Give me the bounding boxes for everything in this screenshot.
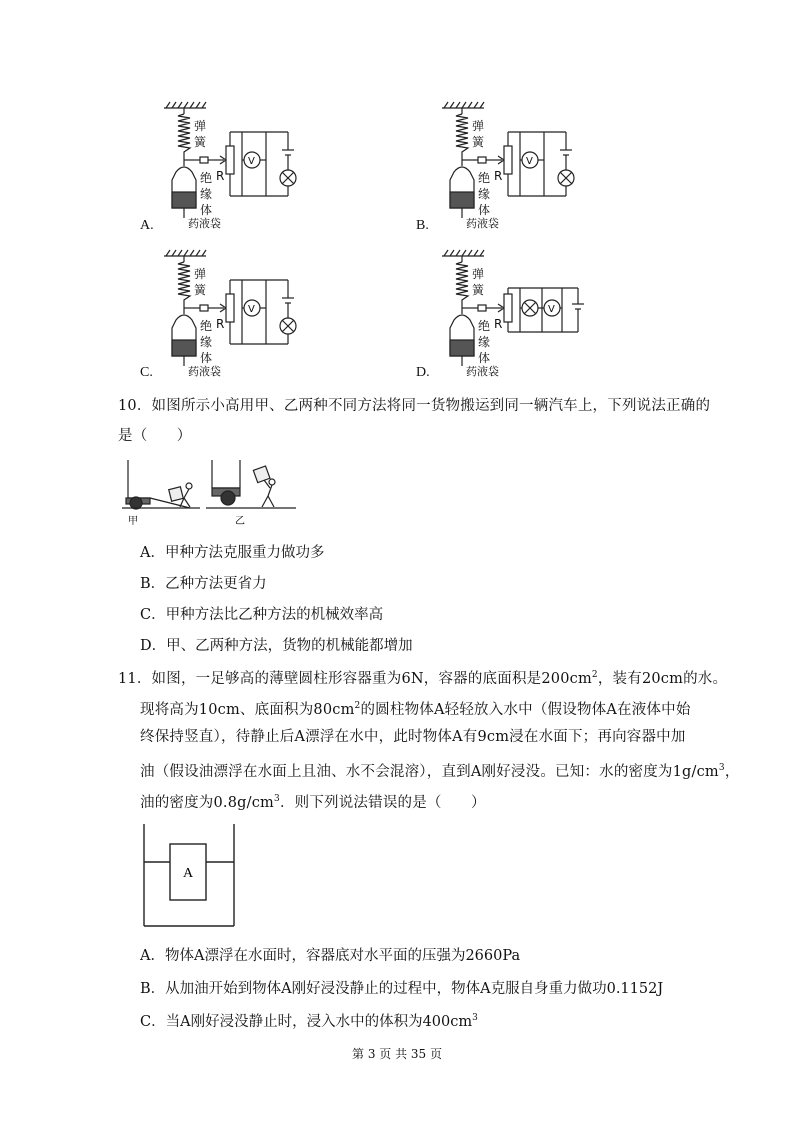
body-label-char: 缘 (200, 335, 213, 349)
resistor-label: R (494, 169, 503, 183)
voltmeter-label: V (248, 156, 255, 167)
body-label-char: 缘 (200, 187, 213, 201)
bag-label: 药液袋 (466, 217, 499, 230)
spring-label-char: 弹 (472, 267, 485, 281)
q10-fig-label-yi: 乙 (235, 516, 245, 527)
body-label-char: 体 (200, 351, 213, 365)
resistor-label: R (494, 317, 503, 331)
q11-container-figure (140, 822, 240, 930)
option-label-d: D. (416, 365, 430, 380)
body-label-char: 体 (478, 203, 491, 217)
q11-stem-line2: 现将高为10cm、底面积为$80cm^2$的圆柱物体A轻轻放入水中（假设物体A在液体中始 (140, 701, 691, 718)
voltmeter-label: V (548, 304, 555, 315)
bag-label: 药液袋 (188, 217, 221, 230)
q10-fig-label-jia: 甲 (128, 516, 138, 527)
page-footer: 第 3 页 共 35 页 (352, 1047, 442, 1061)
q11-stem-line4: 油（假设油漂浮在水面上且油、水不会混溶），直到A刚好浸没。已知：水的密度为$1g/cm^3$， (140, 763, 740, 780)
spring-label-char: 弹 (472, 119, 485, 133)
q10-figure (120, 460, 300, 530)
circuit-diagram-a (150, 100, 320, 230)
q11-choice-c: C．当A刚好浸没静止时，浸入水中的体积为$400cm^3$ (140, 1013, 478, 1030)
body-label-char: 绝 (478, 319, 491, 333)
body-label-char: 绝 (200, 171, 213, 185)
bag-label: 药液袋 (188, 365, 221, 378)
voltmeter-label: V (248, 304, 255, 315)
body-label-char: 体 (478, 351, 491, 365)
body-label-char: 缘 (478, 335, 491, 349)
q10-choice-b: B．乙种方法更省力 (140, 576, 267, 592)
option-label-b: B. (416, 218, 429, 233)
q11-stem-line3: 终保持竖直），待静止后A漂浮在水中，此时物体A有9cm浸在水面下；再向容器中加 (140, 729, 686, 745)
spring-label-char: 弹 (194, 267, 207, 281)
spring-label-char: 簧 (194, 135, 207, 149)
spring-label-char: 簧 (472, 135, 485, 149)
q10-stem-line2: 是（ ） (118, 428, 192, 444)
spring-label-char: 弹 (194, 119, 207, 133)
circuit-diagram-c (150, 248, 320, 378)
body-label-char: 体 (200, 203, 213, 217)
q10-choice-a: A．甲种方法克服重力做功多 (140, 545, 325, 561)
circuit-diagram-d (428, 248, 598, 378)
resistor-label: R (216, 169, 225, 183)
body-label-char: 绝 (478, 171, 491, 185)
resistor-label: R (216, 317, 225, 331)
q11-choice-a: A．物体A漂浮在水面时，容器底对水平面的压强为2660Pa (140, 948, 521, 964)
spring-label-char: 簧 (194, 283, 207, 297)
bag-label: 药液袋 (466, 365, 499, 378)
q11-stem-line5: 油的密度为$0.8g/cm^3$．则下列说法错误的是（ ） (140, 794, 486, 811)
q10-choice-d: D．甲、乙两种方法，货物的机械能都增加 (140, 638, 413, 654)
q10-stem-line1: 10．如图所示小高用甲、乙两种不同方法将同一货物搬运到同一辆汽车上，下列说法正确的 (118, 398, 711, 414)
q11-object-label: A (182, 866, 194, 881)
body-label-char: 绝 (200, 319, 213, 333)
circuit-diagram-b (428, 100, 598, 230)
body-label-char: 缘 (478, 187, 491, 201)
option-label-c: C. (140, 365, 153, 380)
option-label-a: A. (140, 218, 154, 233)
q11-choice-b: B．从加油开始到物体A刚好浸没静止的过程中，物体A克服自身重力做功0.1152J (140, 981, 664, 997)
spring-label-char: 簧 (472, 283, 485, 297)
voltmeter-label: V (526, 156, 533, 167)
q10-choice-c: C．甲种方法比乙种方法的机械效率高 (140, 607, 384, 623)
q11-stem-line1: 11．如图，一足够高的薄壁圆柱形容器重为6N，容器的底面积是$200cm^2$，装有20cm的水。 (118, 670, 728, 687)
